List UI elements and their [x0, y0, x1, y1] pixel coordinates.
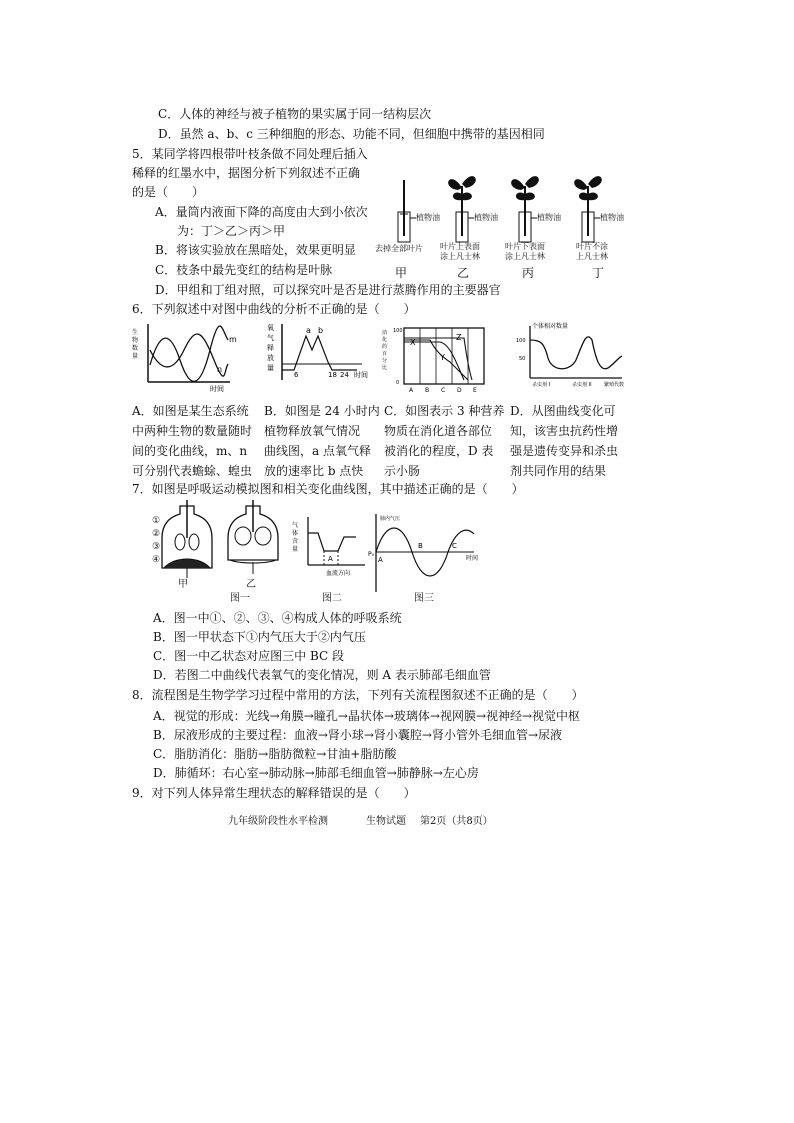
svg-text:比: 比 [382, 365, 388, 371]
svg-text:生: 生 [132, 329, 139, 336]
q7-option-c: C．图一中乙状态对应图三中 BC 段 [153, 649, 345, 663]
svg-text:A: A [378, 556, 383, 564]
q6-d-line3: 强是遗传变异和杀虫 [510, 444, 619, 458]
bell-jar-yi-label: 乙 [246, 579, 256, 590]
q7-option-d: D．若图二中曲线代表氧气的变化情况，则 A 表示肺部毛细血管 [153, 668, 491, 682]
svg-text:P₀: P₀ [368, 551, 375, 558]
svg-text:繁殖代数: 繁殖代数 [604, 382, 625, 388]
q6-a-line1: A．如图是某生态系统 [132, 404, 249, 418]
oil-label-yi: 植物油 [474, 213, 498, 222]
caption-bing-2: 涂上凡士林 [505, 252, 545, 261]
svg-text:气: 气 [292, 522, 299, 529]
svg-text:量: 量 [292, 546, 299, 553]
q5-option-a-line2: 为：丁＞乙＞丙＞甲 [177, 224, 286, 238]
bell-jar-jia-label: 甲 [178, 579, 188, 590]
caption-jia: 去掉全部叶片 [375, 244, 423, 253]
fig-label-2: ② [152, 529, 161, 539]
q5-stem-line2: 稀释的红墨水中，据图分析下列叙述不正确 [132, 166, 361, 180]
q7-figure-1-bell-jars [150, 498, 290, 588]
q6-d-line1: D．从图曲线变化可 [510, 404, 616, 418]
svg-text:m: m [229, 335, 237, 344]
svg-text:X: X [410, 338, 416, 347]
svg-text:消: 消 [382, 330, 388, 336]
q6-a-line2: 中两种生物的数量随时 [132, 424, 253, 438]
q6-d-line4: 剂共同作用的结果 [510, 464, 607, 478]
q6-stem: 6．下列叙述中对图中曲线的分析不正确的是（ ） [132, 302, 416, 316]
svg-text:A: A [409, 387, 414, 394]
figure-2-caption: 图二 [322, 593, 342, 604]
svg-text:肺内气压: 肺内气压 [380, 516, 401, 522]
fig-label-4: ④ [152, 555, 161, 565]
q7-figure-3 [366, 512, 486, 596]
svg-text:分: 分 [382, 358, 388, 364]
svg-text:b: b [318, 326, 324, 335]
q5-stem-line3: 的是（ ） [132, 185, 205, 199]
q6-b-line2: 植物释放氧气情况 [264, 424, 361, 438]
q8-option-a: A．视觉的形成：光线→角膜→瞳孔→晶状体→玻璃体→视网膜→视神经→视觉中枢 [153, 709, 581, 723]
q7-option-b: B．图一甲状态下①内气压大于②内气压 [153, 630, 366, 644]
svg-text:A: A [328, 555, 333, 563]
svg-text:体: 体 [292, 530, 299, 537]
q6-a-line3: 间的变化曲线，m、n [132, 444, 248, 458]
branch-ding [574, 176, 602, 242]
oil-label-jia: 植物油 [416, 213, 440, 222]
q5-option-a-line1: A．量筒内液面下降的高度由大到小依次 [155, 205, 368, 219]
svg-text:B: B [418, 542, 423, 550]
q6-b-line1: B．如图是 24 小时内 [264, 404, 380, 418]
oil-label-ding: 植物油 [600, 213, 624, 222]
svg-text:6: 6 [294, 371, 299, 379]
svg-text:个体相对数量: 个体相对数量 [532, 323, 569, 330]
svg-text:E: E [473, 387, 477, 394]
svg-text:100: 100 [516, 338, 526, 344]
q6-c-line3: 被消化的程度，D 表 [384, 444, 494, 458]
caption-bing-1: 叶片下表面 [505, 242, 545, 251]
oil-label-bing: 植物油 [537, 213, 561, 222]
q8-stem: 8．流程图是生物学学习过程中常用的方法，下列有关流程图叙述不正确的是（ ） [132, 688, 584, 702]
caption-yi-1: 叶片上表面 [440, 242, 480, 251]
q7-option-a: A．图一中①、②、③、④构成人体的呼吸系统 [153, 611, 402, 625]
svg-text:0: 0 [396, 380, 400, 386]
q6-b-line3: 曲线图，a 点氧气释 [264, 444, 371, 458]
q8-option-c: C．脂肪消化：脂肪→脂肪微粒→甘油+脂肪酸 [153, 747, 397, 761]
svg-text:Y: Y [440, 353, 445, 362]
q9-stem: 9．对下列人体异常生理状态的解释错误的是（ ） [132, 786, 416, 800]
svg-text:杀虫剂 I: 杀虫剂 I [532, 382, 551, 388]
q7-stem: 7．如图是呼吸运动模拟图和相关变化曲线图，其中描述正确的是（ ） [132, 482, 524, 496]
q5-option-d: D．甲组和丁组对照，可以探究叶是否是进行蒸腾作用的主要器官 [155, 283, 501, 297]
footer-subject: 生物试题 [366, 816, 406, 827]
footer-page: 第2页（共8页） [420, 816, 493, 827]
branch-bing [511, 176, 539, 242]
q4-option-d: D．虽然 a、b、c 三种细胞的形态、功能不同，但细胞中携带的基因相同 [158, 127, 545, 141]
svg-text:n: n [217, 365, 223, 374]
svg-text:24: 24 [340, 371, 349, 379]
svg-text:气: 气 [267, 334, 274, 342]
svg-text:50: 50 [519, 356, 526, 362]
branch-jia [398, 180, 410, 242]
svg-text:a: a [306, 326, 311, 335]
q8-option-d: D．肺循环：右心室→肺动脉→肺部毛细血管→肺静脉→左心房 [153, 766, 479, 780]
figure-3-caption: 图三 [414, 593, 434, 604]
svg-text:时间: 时间 [354, 371, 368, 379]
svg-text:C: C [452, 542, 457, 550]
q6-c-line4: 示小肠 [384, 464, 421, 478]
caption-ding-2: 上凡士林 [576, 252, 608, 261]
bell-jar-jia [162, 500, 212, 578]
svg-text:含: 含 [292, 538, 299, 545]
footer-exam-title: 九年级阶段性水平检测 [228, 816, 328, 827]
svg-text:数: 数 [132, 345, 139, 352]
svg-text:C: C [441, 387, 446, 394]
q6-graph-2 [262, 322, 374, 387]
fig-label-3: ③ [152, 542, 161, 552]
svg-text:氧: 氧 [267, 324, 274, 332]
q6-graph-1 [130, 320, 240, 395]
caption-ding-1: 叶片不涂 [576, 242, 608, 251]
svg-text:时间: 时间 [466, 555, 479, 562]
q5-branch-figure [370, 160, 630, 280]
q6-b-line4: 放的速率比 b 点快 [264, 464, 364, 478]
svg-text:量: 量 [132, 353, 139, 360]
svg-text:100: 100 [393, 328, 403, 334]
svg-text:D: D [457, 387, 462, 394]
svg-text:18: 18 [328, 371, 337, 379]
caption-yi-2: 涂上凡士林 [440, 252, 480, 261]
branch-yi [448, 176, 476, 242]
svg-text:B: B [425, 387, 430, 394]
q6-graph-4 [510, 320, 630, 395]
q6-graph-3 [380, 322, 502, 397]
svg-text:物: 物 [132, 337, 139, 344]
q6-a-line4: 可分别代表蟾蜍、蝗虫 [132, 464, 253, 478]
q8-option-b: B．尿液形成的主要过程：血液→肾小球→肾小囊腔→肾小管外毛细血管→尿液 [153, 728, 563, 742]
q6-c-line2: 物质在消化道各部位 [384, 424, 493, 438]
name-yi: 乙 [457, 266, 470, 280]
svg-text:的: 的 [382, 344, 388, 350]
svg-text:释: 释 [267, 344, 274, 352]
q5-option-c: C．枝条中最先变红的结构是叶脉 [155, 263, 333, 277]
q4-option-c: C．人体的神经与被子植物的果实属于同一结构层次 [158, 107, 432, 121]
svg-text:放: 放 [267, 354, 274, 362]
name-bing: 丙 [522, 266, 535, 280]
svg-text:量: 量 [267, 364, 274, 372]
svg-text:血流方向: 血流方向 [326, 570, 351, 577]
figure-1-caption: 图一 [230, 593, 250, 604]
bell-jar-yi [228, 500, 278, 574]
q6-d-line2: 知，该害虫抗药性增 [510, 424, 619, 438]
svg-text:时间: 时间 [210, 385, 224, 393]
q5-stem-line1: 5．某同学将四根带叶枝条做不同处理后插入 [132, 147, 368, 161]
name-jia: 甲 [395, 266, 408, 280]
svg-text:杀虫剂 II: 杀虫剂 II [572, 382, 592, 388]
svg-text:Z: Z [456, 333, 462, 342]
q5-option-b: B．将该实验放在黑暗处，效果更明显 [155, 243, 356, 257]
q7-figure-2 [290, 515, 370, 580]
svg-text:百: 百 [382, 351, 388, 357]
fig-label-1: ① [152, 516, 161, 526]
svg-text:化: 化 [382, 337, 388, 343]
q6-c-line1: C．如图表示 3 种营养 [384, 404, 505, 418]
name-ding: 丁 [592, 266, 605, 280]
